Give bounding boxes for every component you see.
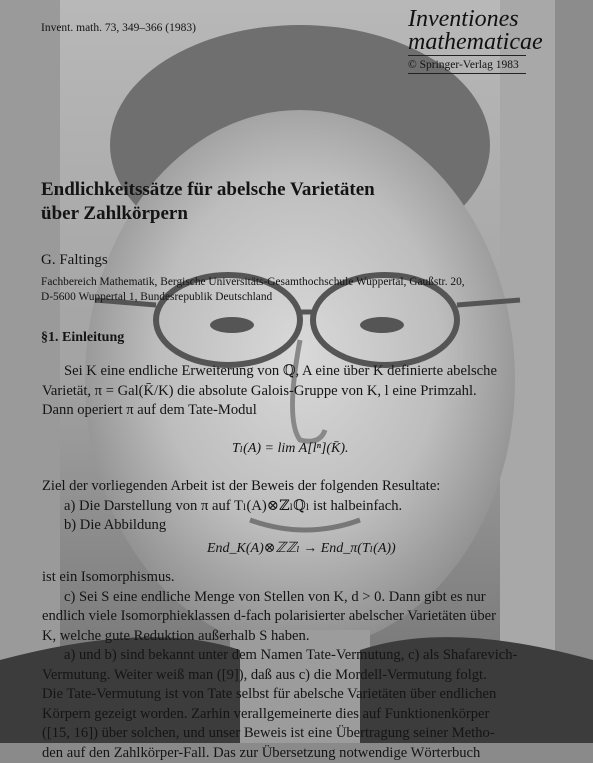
- title-line-1: Endlichkeitssätze für abelsche Varietäten: [41, 178, 375, 202]
- journal-reference: Invent. math. 73, 349–366 (1983): [41, 22, 196, 34]
- text-line: c) Sei S eine endliche Menge von Stellen von K, d > 0. Dann gibt es nur: [42, 588, 551, 608]
- text-line: a) und b) sind bekannt unter dem Namen Tate-Vermutung, c) als Shafarevich-: [42, 646, 551, 666]
- text-line: Sei K eine endliche Erweiterung von ℚ, A eine über K definierte abelsche: [42, 362, 551, 382]
- affiliation-line-1: Fachbereich Mathematik, Bergische Universitäts-Gesamthochschule Wuppertal, Gaußstr. 20,: [41, 275, 465, 290]
- brand-rule: [408, 55, 526, 56]
- text-line: a) Die Darstellung von π auf Tₗ(A)⊗ℤₗℚₗ ist halbeinfach.: [42, 497, 551, 517]
- journal-brand: [408, 8, 548, 75]
- brand-line-2: mathematicae: [408, 31, 548, 54]
- text-line: Vermutung. Weiter weiß man ([9]), daß aus c) die Mordell-Vermutung folgt.: [42, 666, 551, 686]
- text-line: b) Die Abbildung: [42, 516, 551, 536]
- section-heading: §1. Einleitung: [41, 330, 124, 346]
- text-line: Körpern gezeigt worden. Zarhin verallgemeinerte dies auf Funktionenkörper: [42, 705, 551, 725]
- brand-line-1: Inventiones: [408, 8, 548, 31]
- affiliation: [41, 275, 465, 305]
- paragraph-results: [42, 568, 551, 763]
- equation-tate-module: Tₗ(A) = lim A[lⁿ](K̄).: [232, 440, 349, 457]
- text-line: Dann operiert π auf dem Tate-Modul: [42, 401, 551, 421]
- text-line: den auf den Zahlkörper-Fall. Das zur Übersetzung notwendige Wörterbuch: [42, 744, 551, 763]
- paragraph-intro: [42, 362, 551, 421]
- author-name: G. Faltings: [41, 252, 108, 269]
- equation-endomorphism: End_K(A)⊗ℤℤₗ → End_π(Tₗ(A)): [207, 540, 396, 557]
- text-line: endlich viele Isomorphieklassen d-fach polarisierter abelscher Varietäten über: [42, 607, 551, 627]
- text-line: Ziel der vorliegenden Arbeit ist der Beweis der folgenden Resultate:: [42, 477, 551, 497]
- text-line: K, welche gute Reduktion außerhalb S haben.: [42, 627, 551, 647]
- text-line: ist ein Isomorphismus.: [42, 568, 551, 588]
- affiliation-line-2: D-5600 Wuppertal 1, Bundesrepublik Deutschland: [41, 290, 465, 305]
- text-line: Varietät, π = Gal(K̄/K) die absolute Galois-Gruppe von K, l eine Primzahl.: [42, 382, 551, 402]
- brand-rule-bottom: [408, 73, 526, 74]
- title-line-2: über Zahlkörpern: [41, 202, 375, 226]
- paper-title: [41, 178, 375, 226]
- text-line: Die Tate-Vermutung ist von Tate selbst für abelsche Varietäten über endlichen: [42, 685, 551, 705]
- paragraph-goals: [42, 477, 551, 536]
- text-line: ([15, 16]) über solchen, und unser Beweis ist eine Übertragung seiner Metho-: [42, 724, 551, 744]
- publisher-line: © Springer-Verlag 1983: [408, 58, 548, 72]
